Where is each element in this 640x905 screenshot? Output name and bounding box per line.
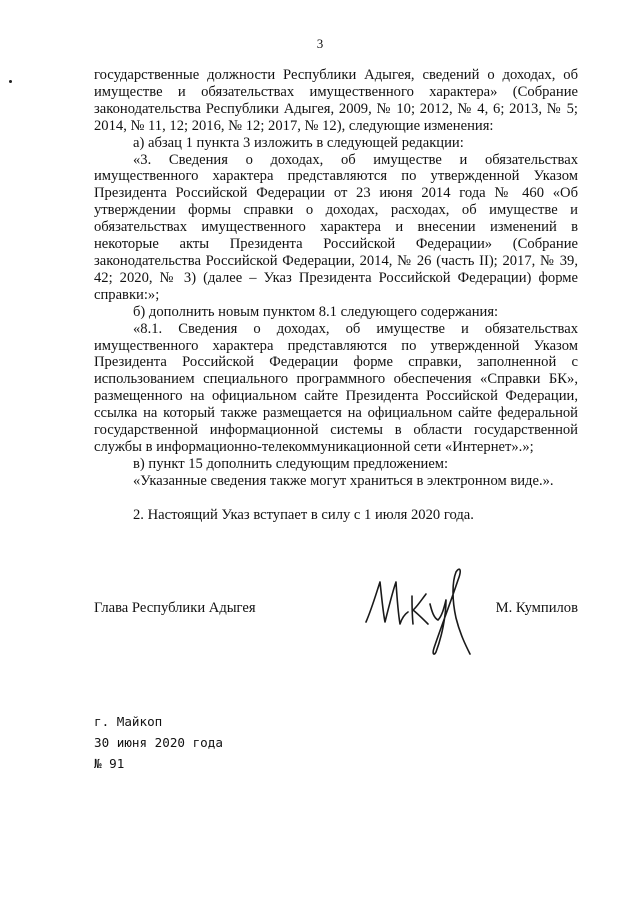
paragraph-quote-15: «Указанные сведения также могут храниться в электронном виде.». [133,472,554,489]
signatory-name: М. Кумпилов [495,600,578,616]
issuance-date: 30 июня 2020 года [94,735,223,750]
issuance-details [94,711,223,774]
issuance-city: г. Майкоп [94,714,163,729]
document-body [94,67,578,524]
paragraph-continuation: государственные должности Республики Адыгея, сведений о доходах, об имуществе и обязательствах имущественного характера» (Собрание законодательства Республики Адыгея, 2009, № 10; 2012, № 4, 6; 2013, № 5; 2014, № 11, 12; 2016, № 12; 2017, № 12), следующие изменения: [94,67,578,134]
paragraph-quote-3: «3. Сведения о доходах, об имуществе и обязательствах имущественного характера представляются по утвержденной Указом Президента Российской Федерации от 23 июня 2014 года № 460 «Об утверждении формы справки о доходах, расходах, об имуществе и обязательствах имущественного характера и внесении изменений в некоторые акты Президента Российской Федерации» (Собрание законодательства Российской Федерации, 2014, № 26 (часть II); 2017, № 39, 42; 2020, № 3) (далее – Указ Президента Российской Федерации) форме справки:»; [94,151,578,303]
paragraph-item-v: в) пункт 15 дополнить следующим предложением: [133,455,449,472]
page-number: 3 [316,36,324,51]
handwritten-signature [362,560,474,660]
paragraph-quote-8-1: «8.1. Сведения о доходах, об имуществе и обязательствах имущественного характера представляются по утвержденной Указом Президента Российской Федерации форме справки, заполненной с использованием специального программного обеспечения «Справки БК», размещенного на официальном сайте Президента Российской Федерации, ссылка на который также размещается на официальном сайте федеральной государственной информационной системы в области государственной службы в информационно-телекоммуникационной сети «Интернет».»; [94,320,578,455]
signatory-position: Глава Республики Адыгея [94,600,256,616]
scan-speck [9,80,12,83]
paragraph-item-b: б) дополнить новым пунктом 8.1 следующего содержания: [133,303,499,320]
paragraph-item-a: а) абзац 1 пункта 3 изложить в следующей редакции: [133,134,464,151]
paragraph-effective-date: 2. Настоящий Указ вступает в силу с 1 июля 2020 года. [133,506,474,523]
decree-number: № 91 [94,756,125,771]
